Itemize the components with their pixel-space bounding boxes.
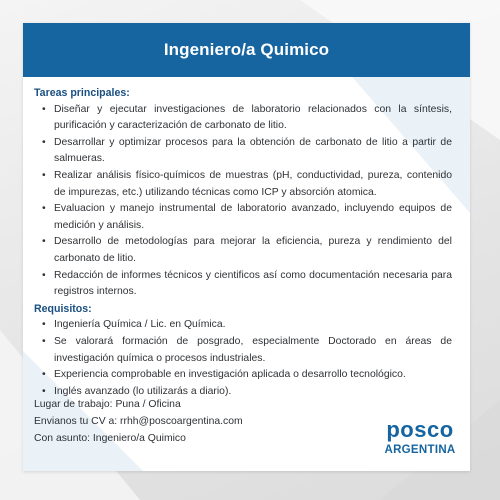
requisitos-heading: Requisitos:: [34, 302, 92, 315]
requisitos-list: [34, 317, 452, 400]
logo-wordmark: posco: [386, 417, 454, 442]
job-posting-card: [23, 23, 470, 471]
tareas-list: [34, 102, 452, 301]
tareas-list-item: • Diseñar y ejecutar investigaciones de laboratorio relacionados con la síntesis, purificación y caracterización de carbonato de litio.: [34, 102, 452, 135]
requisitos-list-item: • Experiencia comprobable en investigación aplicada o desarrollo tecnológico.: [34, 367, 452, 384]
tareas-list-item: • Desarrollar y optimizar procesos para la obtención de carbonato de litio a partir de salmueras.: [34, 135, 452, 168]
job-title: Ingeniero/a Quimico: [163, 40, 330, 59]
requisitos-list-item: • Ingeniería Química / Lic. en Química.: [34, 317, 452, 334]
tareas-list-item: • Desarrollo de metodologías para mejorar la eficiencia, pureza y rendimiento del carbonato de litio.: [34, 234, 452, 267]
tareas-list-item: • Realizar análisis físico-químicos de muestras (pH, conductividad, pureza, contenido de impurezas, etc.) utilizando técnicas como ICP y absorción atomica.: [34, 168, 452, 201]
contact-info: [34, 396, 294, 447]
posco-logo: [373, 419, 467, 457]
tareas-heading: Tareas principales:: [34, 87, 130, 99]
tareas-list-item: • Redacción de informes técnicos y cientificos así como documentación necesaria para registros internos.: [34, 268, 452, 301]
header-banner: [23, 23, 470, 77]
requisitos-list-item: • Inglés avanzado (lo utilizarás a diario).: [34, 384, 452, 401]
job-description: [34, 85, 452, 400]
send-cv-email: Envianos tu CV a: rrhh@poscoargentina.com: [34, 416, 243, 427]
tareas-list-item: • Evaluacion y manejo instrumental de laboratorio avanzado, incluyendo equipos de medición y análisis.: [34, 201, 452, 234]
work-location: Lugar de trabajo: Puna / Oficina: [34, 399, 181, 410]
requisitos-list-item: • Se valorará formación de posgrado, especialmente Doctorado en áreas de investigación química o procesos industriales.: [34, 334, 452, 367]
logo-subtitle: ARGENTINA: [384, 444, 456, 456]
email-subject: Con asunto: Ingeniero/a Quimico: [34, 433, 186, 444]
